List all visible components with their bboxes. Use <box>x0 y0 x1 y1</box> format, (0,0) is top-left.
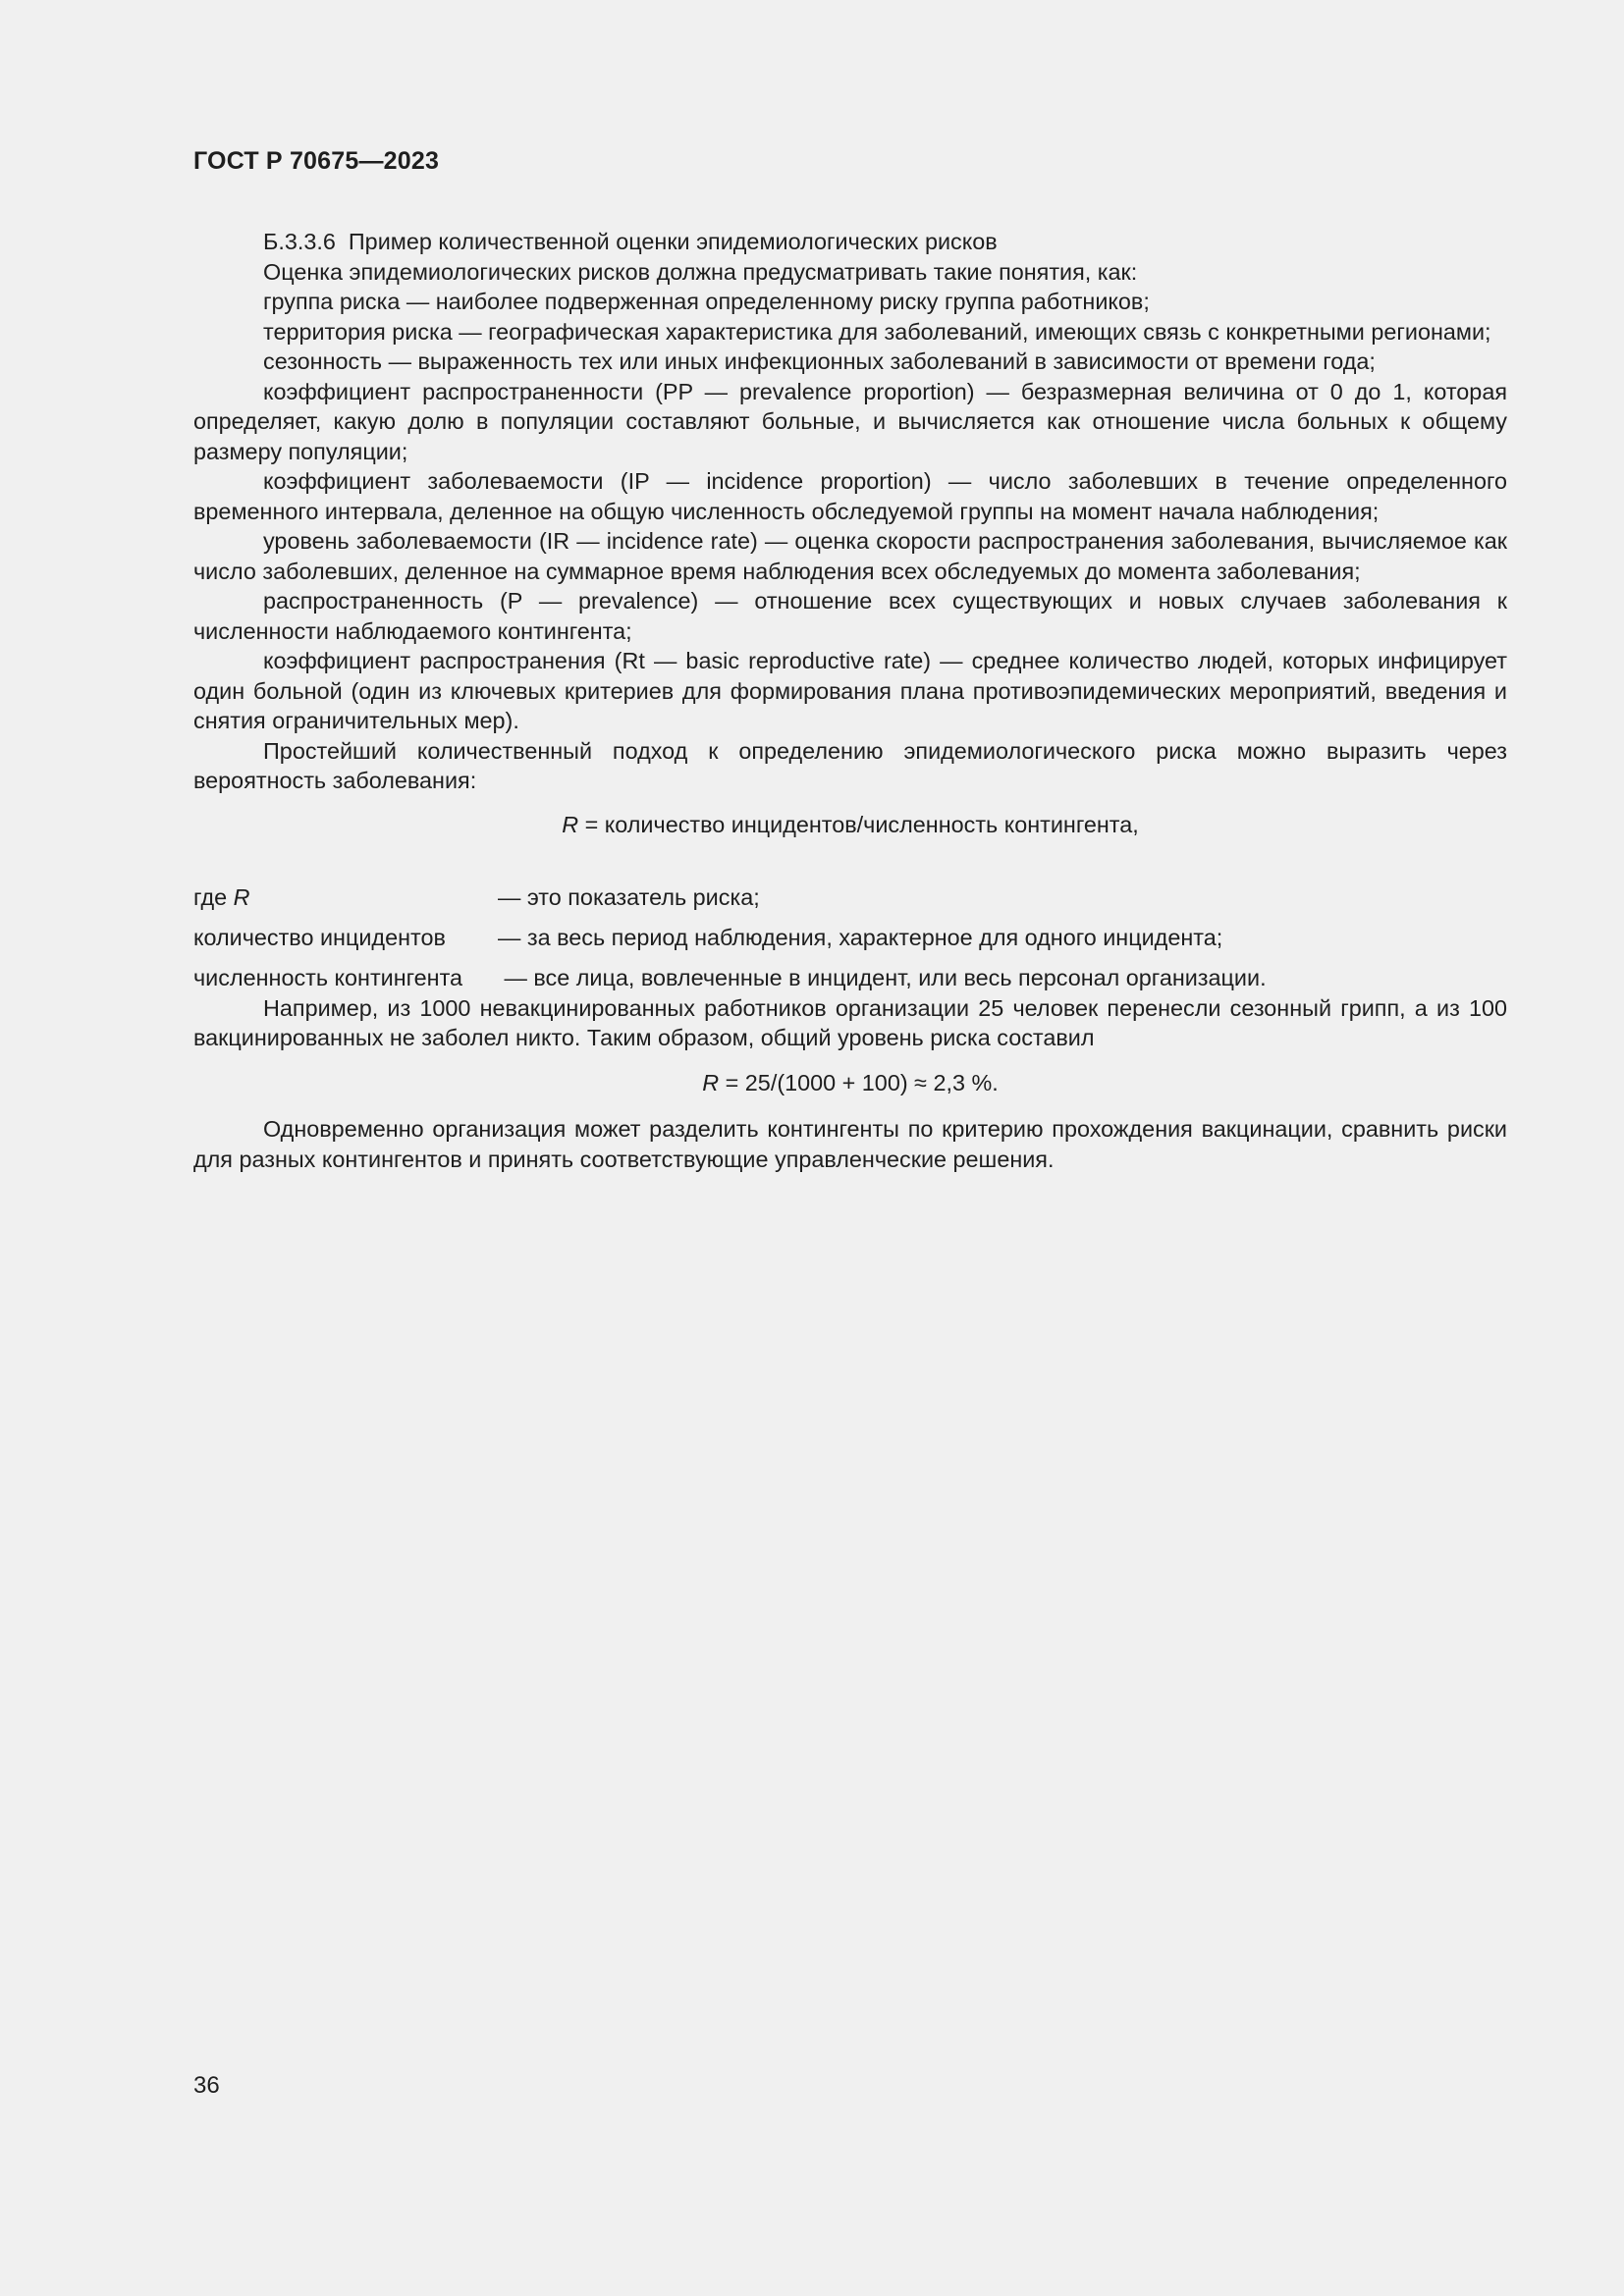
formula-variable: R <box>562 811 579 837</box>
legend-row <box>193 882 1507 923</box>
paragraph-approach: Простейший количественный подход к определению эпидемиологического риска можно выразить через вероятность заболевания: <box>193 737 1507 793</box>
legend-term: количество инцидентов <box>193 925 446 950</box>
paragraph-prevalence-proportion: коэффициент распространенности (PP — prevalence proportion) — безразмерная величина от 0 до 1, которая определяет, какую долю в популяции составляют больные, и вычисляется как отношение числа больных к общему размеру популяции; <box>193 378 1507 464</box>
paragraph-seasonality: сезонность — выраженность тех или иных инфекционных заболеваний в зависимости от времени года; <box>263 348 1376 374</box>
section-heading <box>193 227 1507 257</box>
document-header: ГОСТ Р 70675—2023 <box>193 147 440 175</box>
section-number: Б.3.3.6 <box>263 229 336 254</box>
formula-legend <box>193 882 1507 993</box>
legend-term: численность контингента <box>193 965 463 990</box>
paragraph-prevalence: распространенность (P — prevalence) — отношение всех существующих и новых случаев заболевания к численности наблюдаемого контингента; <box>193 588 1507 644</box>
formula-risk-calculation <box>193 1068 1507 1098</box>
paragraph-incidence-rate: уровень заболеваемости (IR — incidence rate) — оценка скорости распространения заболевания, вычисляемое как число заболевших, деленное на суммарное время наблюдения всех обследуемых до момента заболевания; <box>193 528 1507 584</box>
paragraph-risk-group: группа риска — наиболее подверженная определенному риску группа работников; <box>263 289 1150 314</box>
legend-definition: — за весь период наблюдения, характерное для одного инцидента; <box>498 925 1223 950</box>
formula-expression: = 25/(1000 + 100) ≈ 2,3 %. <box>719 1069 999 1095</box>
legend-definition: — все лица, вовлеченные в инцидент, или весь персонал организации. <box>498 965 1267 990</box>
formula-risk-definition <box>193 810 1507 840</box>
paragraph-example: Например, из 1000 невакцинированных работников организации 25 человек перенесли сезонный грипп, а из 100 вакцинированных не заболел никто. Таким образом, общий уровень риска составил <box>193 994 1507 1050</box>
page-number: 36 <box>193 2072 220 2099</box>
paragraph-reproductive-rate: коэффициент распространения (Rt — basic reproductive rate) — среднее количество людей, которых инфицирует один больной (один из ключевых критериев для формирования плана противоэпидемических мероприятий, введения и снятия ограничительных мер). <box>193 648 1507 733</box>
legend-definition: — это показатель риска; <box>498 884 760 910</box>
document-body <box>193 227 1507 1174</box>
paragraph-intro: Оценка эпидемиологических рисков должна предусматривать такие понятия, как: <box>263 258 1138 285</box>
paragraph-risk-territory: территория риска — географическая характеристика для заболеваний, имеющих связь с конкретными регионами; <box>263 318 1491 345</box>
legend-row <box>193 923 1507 963</box>
paragraph-conclusion: Одновременно организация может разделить контингенты по критерию прохождения вакцинации, сравнить риски для разных контингентов и принять соответствующие управленческие решения. <box>193 1116 1507 1172</box>
formula-variable: R <box>702 1069 720 1095</box>
section-title: Пример количественной оценки эпидемиологических рисков <box>348 229 998 254</box>
legend-term: где R <box>193 884 250 910</box>
formula-expression: = количество инцидентов/численность контингента, <box>578 811 1139 837</box>
paragraph-incidence-proportion: коэффициент заболеваемости (IP — incidence proportion) — число заболевших в течение определенного временного интервала, деленное на общую численность обследуемой группы на момент начала наблюдения; <box>193 468 1507 524</box>
legend-row <box>193 963 1507 993</box>
